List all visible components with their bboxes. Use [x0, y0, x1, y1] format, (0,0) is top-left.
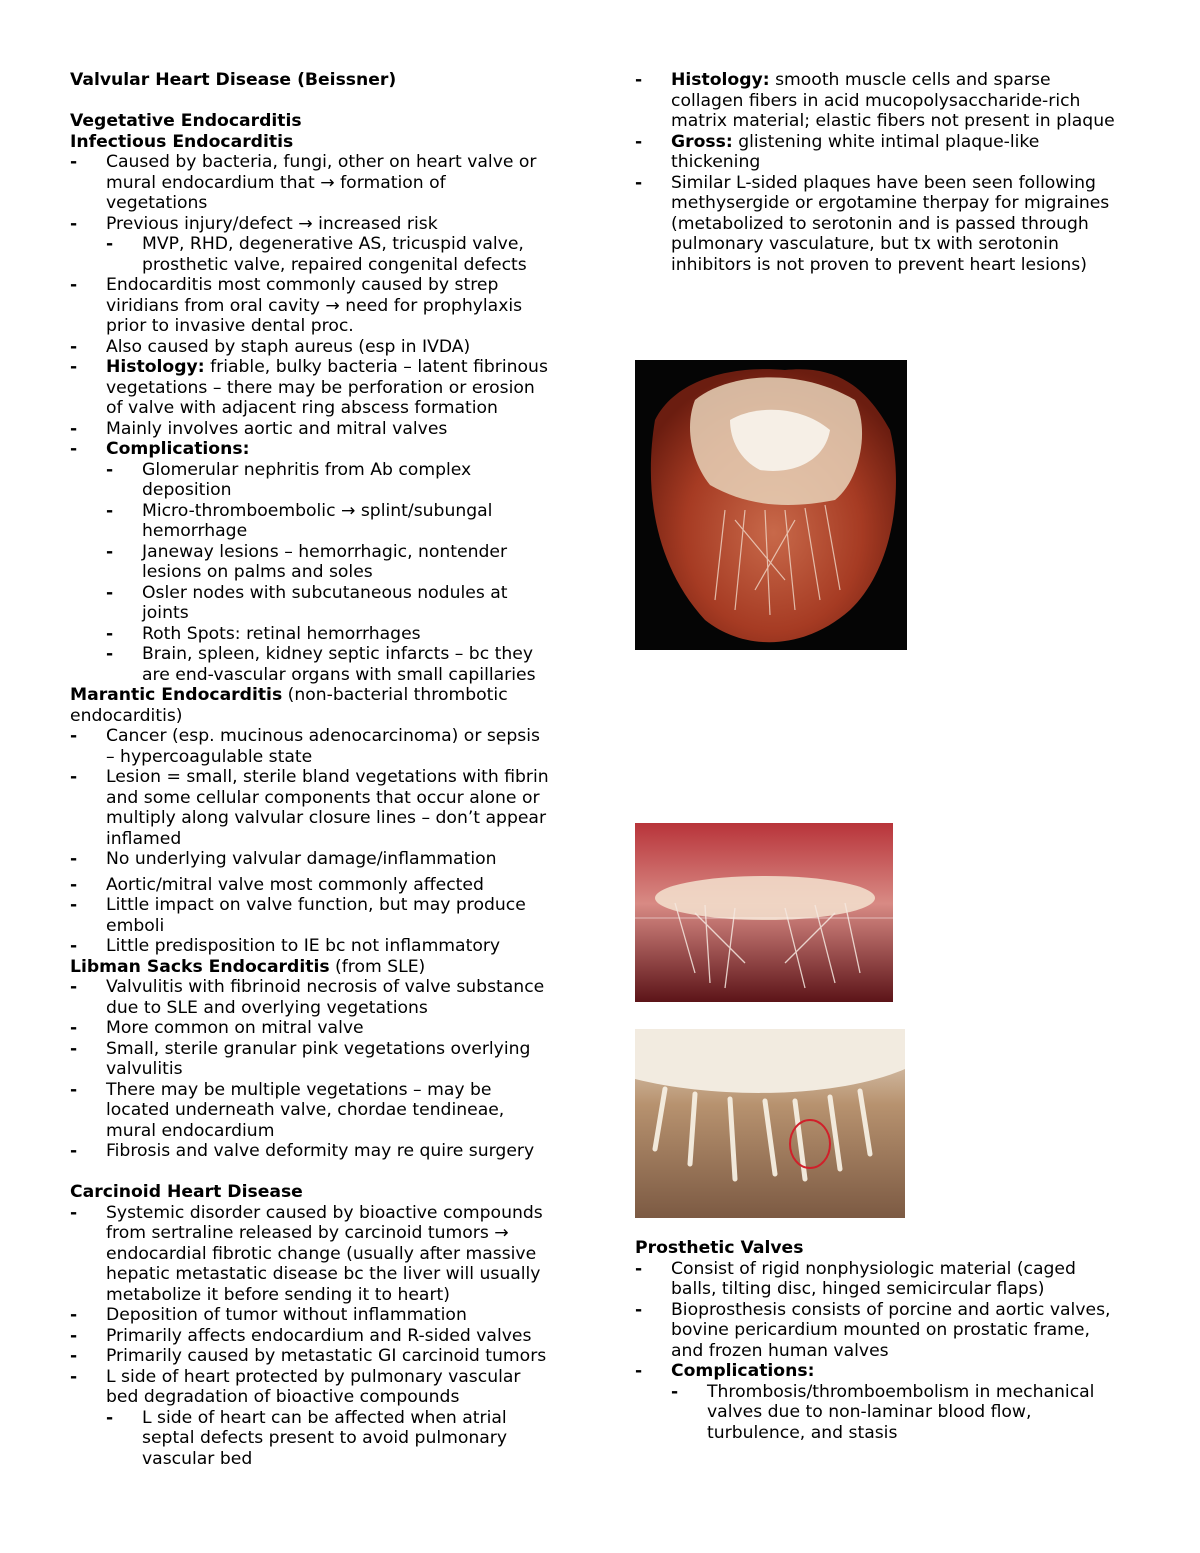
sub-list-item: - Janeway lesions – hemorrhagic, nontender lesions on palms and soles	[106, 541, 508, 582]
list-item: - Lesion = small, sterile bland vegetations with fibrin and some cellular components that occur alone or multiply along valvular closure lines – don’t appear inflamed	[70, 767, 549, 849]
heart-photo-1	[635, 360, 907, 650]
list-item: - Histology: smooth muscle cells and sparse collagen fibers in acid mucopolysaccharide-rich matrix material; elastic fibers not present in plaque	[635, 70, 1115, 131]
list-item: - More common on mitral valve	[70, 1018, 364, 1038]
heading-carcinoid: Carcinoid Heart Disease	[70, 1182, 303, 1202]
list-item: - Mainly involves aortic and mitral valves	[70, 418, 448, 439]
list-item: - Caused by bacteria, fungi, other on heart valve or mural endocardium that → formation of vegetations	[70, 152, 537, 213]
list-item: - Systemic disorder caused by bioactive compounds from sertraline released by carcinoid tumors → endocardial fibrotic change (usually after massive hepatic metastatic disease bc the liver will usually metabolize it before sending it to heart)	[70, 1202, 543, 1305]
list-item: - Aortic/mitral valve most commonly affected	[70, 874, 484, 895]
list-item: - Endocarditis most commonly caused by strep viridians from oral cavity → need for prophylaxis prior to invasive dental proc.	[70, 275, 523, 336]
list-item: - Complications:	[70, 439, 250, 459]
list-item: - There may be multiple vegetations – may be located underneath valve, chordae tendineae, mural endocardium	[70, 1079, 505, 1141]
right-column-bottom	[635, 1238, 1135, 1443]
left-column: Valvular Heart Disease (Beissner) Vegetative Endocarditis Infectious Endocarditis - Caused by bacteria, fungi, other on heart valve or mural endocardium that → formation of vegetations - Previous injury/defect → increased risk - MVP, RHD, degenerative AS, tricuspid valve, prosthetic valve, repaired congenital defects - Endocarditis most commonly caused by strep viridians from oral cavity → need for prophylaxis prior to invasive dental proc. - Also caused by staph aureus (esp in IVDA) - Histology: friable, bulky bacteria – latent fibrinous vegetations – there may be perforation or erosion of valve with adjacent ring abscess formation - Mainly involves aortic and mitral valves - Complications: - Glomerular nephritis from Ab complex deposition - Micro-thromboembolic → splint/subungal hemorrhage - Janeway lesions – hemorrhagic, nontender lesions on palms and soles - Osler nodes with subcutaneous nodules at joints - Roth Spots: retinal hemorrhages - Brain, spleen, kidney septic infarcts – bc they are end-vascular organs with small capillaries Marantic Endocarditis (non-bacterial thrombotic endocarditis) - Cancer (esp. mucinous adenocarcinoma) or sepsis – hypercoagulable state - Lesion = small, sterile bland vegetations with fibrin and some cellular components that occur alone or multiply along valvular closure lines – don’t appear inflamed - No underlying valvular damage/inflammation - Aortic/mitral valve most commonly affected - Little impact on valve function, but may produce emboli - Little predisposition to IE bc not inflammatory Libman Sacks Endocarditis (from SLE) - Valvulitis with fibrinoid necrosis of valve substance due to SLE and overlying vegetations - More common on mitral valve - Small, sterile granular pink vegetations overlying valvulitis - There may be multiple vegetations – may be located underneath valve, chordae tendineae, mural endocardium - Fibrosis and valve deformity may re quire surgery Carcinoid Heart Disease - Systemic disorder caused by bioactive compounds from sertraline released by carcinoid tumors → endocardial fibrotic change (usually after massive hepatic metastatic disease bc the liver will usually metabolize it before sending it to heart) - Deposition of tumor without inflammation - Primarily affects endocardium and R-sided valves - Primarily caused by metastatic GI carcinoid tumors - L side of heart protected by pulmonary vascular bed degradation of bioactive compounds - L side of heart can be affected when atrial septal defects present to avoid pulmonary vascular bed	[70, 70, 570, 1469]
page-title: Valvular Heart Disease (Beissner)	[70, 70, 397, 90]
heading-infectious: Infectious Endocarditis	[70, 131, 294, 152]
list-item: - Little predisposition to IE bc not inflammatory	[70, 936, 501, 956]
sub-list-item: - Glomerular nephritis from Ab complex deposition	[106, 459, 472, 500]
list-item: - Cancer (esp. mucinous adenocarcinoma) or sepsis – hypercoagulable state	[70, 726, 540, 767]
sub-list-item: - Roth Spots: retinal hemorrhages	[106, 623, 421, 644]
list-item: - Bioprosthesis consists of porcine and aortic valves, bovine pericardium mounted on prostatic frame, and frozen human valves	[635, 1299, 1111, 1361]
list-item: - Little impact on valve function, but may produce emboli	[70, 895, 526, 936]
sub-list-item: - Osler nodes with subcutaneous nodules at joints	[106, 582, 508, 623]
list-item: - Complications:	[635, 1361, 815, 1381]
list-item: - L side of heart protected by pulmonary vascular bed degradation of bioactive compounds	[70, 1366, 521, 1407]
list-item: - Small, sterile granular pink vegetations overlying valvulitis	[70, 1038, 531, 1079]
heading-marantic: Marantic Endocarditis	[70, 685, 283, 705]
heart-photo-2	[635, 823, 893, 1002]
list-item: - Fibrosis and valve deformity may re quire surgery	[70, 1141, 535, 1161]
heading-prosthetic-valves: Prosthetic Valves	[635, 1238, 804, 1258]
list-item: - Previous injury/defect → increased risk	[70, 213, 438, 234]
list-item: - Similar L-sided plaques have been seen following methysergide or ergotamine therpay for migraines (metabolized to serotonin and is passed through pulmonary vasculature, but tx with serotonin inhibitors is not proven to prevent heart lesions)	[635, 172, 1110, 275]
list-item: - Histology: friable, bulky bacteria – latent fibrinous vegetations – there may be perforation or erosion of valve with adjacent ring abscess formation	[70, 357, 548, 418]
list-item: - Deposition of tumor without inflammation	[70, 1305, 467, 1325]
list-item: - Gross: glistening white intimal plaque-like thickening	[635, 131, 1040, 172]
list-item: - Primarily caused by metastatic GI carcinoid tumors	[70, 1346, 547, 1366]
list-item: - Valvulitis with fibrinoid necrosis of valve substance due to SLE and overlying vegetations	[70, 977, 545, 1018]
right-column-top	[635, 70, 1135, 275]
list-item: - Also caused by staph aureus (esp in IVDA)	[70, 336, 471, 357]
sub-list-item: - Micro-thromboembolic → splint/subungal hemorrhage	[106, 500, 493, 541]
sub-list-item: - MVP, RHD, degenerative AS, tricuspid valve, prosthetic valve, repaired congenital defects	[106, 234, 527, 275]
heart-photo-3	[635, 1029, 905, 1218]
heading-libman-sacks: Libman Sacks Endocarditis	[70, 956, 330, 977]
sub-list-item: - Thrombosis/thromboembolism in mechanical valves due to non-laminar blood flow, turbulence, and stasis	[671, 1381, 1095, 1443]
sub-list-item: - L side of heart can be affected when atrial septal defects present to avoid pulmonary vascular bed	[106, 1407, 508, 1469]
list-item: - No underlying valvular damage/inflammation	[70, 849, 497, 869]
list-item: - Primarily affects endocardium and R-sided valves	[70, 1325, 532, 1346]
heading-vegetative: Vegetative Endocarditis	[70, 111, 302, 131]
list-item: - Consist of rigid nonphysiologic material (caged balls, tilting disc, hinged semicircular flaps)	[635, 1258, 1076, 1299]
sub-list-item: - Brain, spleen, kidney septic infarcts – bc they are end-vascular organs with small capillaries	[106, 644, 536, 685]
